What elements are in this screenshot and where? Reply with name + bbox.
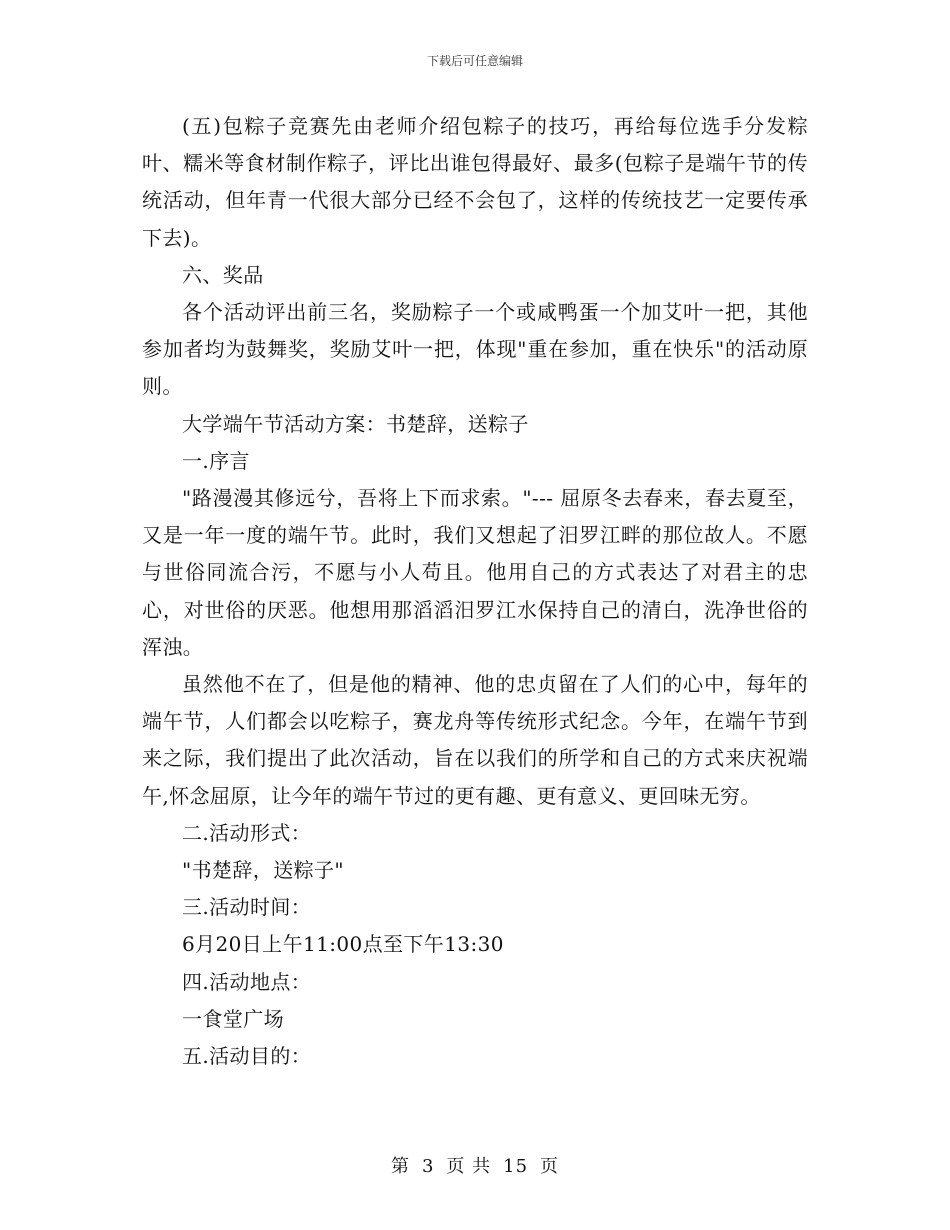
heading-plan-title: 大学端午节活动方案：书楚辞，送粽子 [182, 411, 529, 436]
paragraph-preface-1: "路漫漫其修远兮，吾将上下而求索。"--- 屈原冬去春来，春去夏至，又是一年一度的端午节。此时，我们又想起了汨罗江畔的那位故人。不愿与世俗同流合污，不愿与小人苟且。他用自己的方式表达了对君主的忠心，对世俗的厌恶。他想用那滔滔汨罗江水保持自己的清白，洗净世俗的浑浊。 [142, 486, 808, 659]
footer-page-number: 3 [421, 1156, 435, 1177]
activity-time-value: 6月20日上午11:00点至下午13:30 [182, 932, 504, 957]
heading-activity-purpose: 五.活动目的： [182, 1044, 312, 1069]
page-header: 下载后可任意编辑 [426, 54, 523, 68]
footer-prefix: 第 [390, 1156, 410, 1177]
document-body [142, 108, 808, 1075]
heading-prizes: 六、奖品 [182, 262, 264, 287]
paragraph-competition: (五)包粽子竞赛先由老师介绍包粽子的技巧，再给每位选手分发粽叶、糯米等食材制作粽子，评比出谁包得最好、最多(包粽子是端午节的传统活动，但年青一代很大部分已经不会包了，这样的传统技艺一定要传承下去)。 [142, 114, 808, 250]
heading-activity-form: 二.活动形式： [182, 820, 312, 845]
heading-preface: 一.序言 [182, 448, 250, 473]
paragraph-preface-2: 虽然他不在了，但是他的精神、他的忠贞留在了人们的心中，每年的端午节，人们都会以吃粽子，赛龙舟等传统形式纪念。今年，在端午节到来之际，我们提出了此次活动，旨在以我们的所学和自己的方式来庆祝端午,怀念屈原，让今年的端午节过的更有趣、更有意义、更回味无穷。 [142, 672, 808, 808]
page-footer [0, 1152, 950, 1178]
activity-location-value: 一食堂广场 [182, 1006, 284, 1031]
footer-suffix: 页 [540, 1156, 560, 1177]
footer-total-pages: 15 [503, 1156, 529, 1177]
heading-activity-time: 三.活动时间： [182, 895, 312, 920]
paragraph-prizes: 各个活动评出前三名，奖励粽子一个或咸鸭蛋一个加艾叶一把，其他参加者均为鼓舞奖，奖励艾叶一把，体现"重在参加，重在快乐"的活动原则。 [142, 300, 808, 399]
activity-form-value: "书楚辞，送粽子" [182, 858, 344, 883]
footer-middle: 页 共 [446, 1156, 492, 1177]
heading-activity-location: 四.活动地点： [182, 969, 312, 994]
